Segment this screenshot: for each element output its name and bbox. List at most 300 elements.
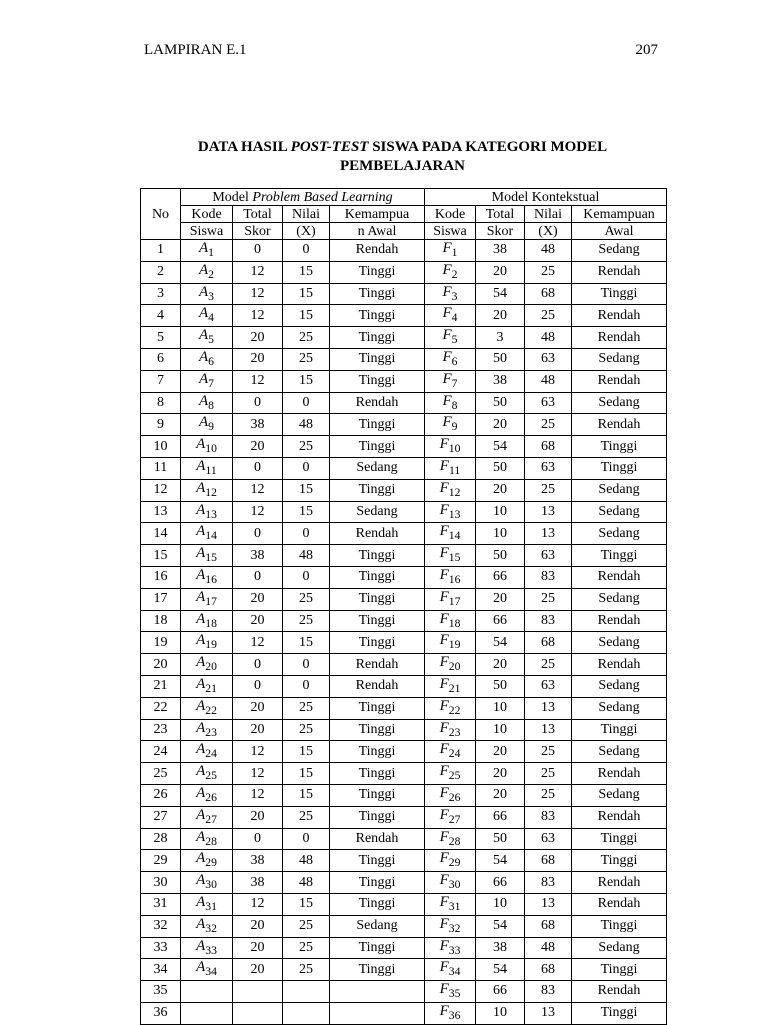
total-skor-f: 10: [476, 1002, 525, 1024]
kode-siswa-a-index: 15: [205, 550, 217, 564]
row-no: 20: [141, 654, 181, 676]
kode-siswa-a: [181, 523, 233, 545]
nilai-f: 48: [525, 370, 572, 392]
total-skor-f: 54: [476, 436, 525, 458]
kemampuan-awal-f: Sedang: [572, 675, 667, 697]
kode-siswa-f: [425, 959, 476, 981]
table-row: [141, 283, 667, 305]
nilai-a: 25: [283, 348, 330, 370]
table-row: [141, 763, 667, 785]
kemampuan-awal-a: [330, 1002, 425, 1024]
table-row: [141, 545, 667, 567]
table-row: [141, 457, 667, 479]
kode-siswa-f-letter: F: [439, 566, 449, 583]
post-test-table: [140, 188, 667, 1025]
kode-siswa-a-index: 33: [205, 943, 217, 957]
kode-siswa-a-letter: A: [196, 610, 206, 627]
kemampuan-awal-f: Tinggi: [572, 850, 667, 872]
kode-siswa-f: [425, 806, 476, 828]
kode-siswa-f-letter: F: [439, 784, 449, 801]
kemampuan-awal-a: Rendah: [330, 828, 425, 850]
kode-siswa-a: [181, 675, 233, 697]
kode-siswa-f-index: 24: [448, 747, 461, 761]
table-row: [141, 872, 667, 894]
page-number: 207: [635, 42, 658, 58]
kode-siswa-f: [425, 436, 476, 458]
nilai-f: 48: [525, 937, 572, 959]
kode-siswa-f-letter: F: [439, 763, 449, 780]
kode-siswa-a-letter: A: [199, 305, 209, 322]
kode-siswa-f: [425, 654, 476, 676]
kode-siswa-a-letter: A: [196, 457, 206, 474]
kemampuan-awal-a: Tinggi: [330, 436, 425, 458]
col-b-nilai: Nilai: [525, 206, 572, 223]
kode-siswa-f-index: 6: [451, 354, 458, 368]
total-skor-f: 54: [476, 850, 525, 872]
kode-siswa-a-letter: A: [196, 806, 206, 823]
kode-siswa-f: [425, 327, 476, 349]
kode-siswa-a-letter: A: [196, 872, 206, 889]
kode-siswa-f-index: 7: [451, 376, 458, 390]
kode-siswa-a: [181, 632, 233, 654]
kode-siswa-f: [425, 392, 476, 414]
total-skor-a: 12: [233, 370, 283, 392]
col-a-nilai-2: (X): [283, 223, 330, 240]
group-pbl-pre: Model: [212, 189, 253, 205]
kode-siswa-f-index: 18: [448, 616, 461, 630]
kode-siswa-f: [425, 240, 476, 262]
kode-siswa-f: [425, 872, 476, 894]
kode-siswa-a-letter: A: [196, 675, 206, 692]
kode-siswa-f-letter: F: [442, 283, 452, 300]
row-no: 17: [141, 588, 181, 610]
nilai-a: 25: [283, 327, 330, 349]
kemampuan-awal-a: Rendah: [330, 675, 425, 697]
kode-siswa-a-letter: A: [196, 763, 206, 780]
kode-siswa-a: [181, 348, 233, 370]
total-skor-f: 54: [476, 959, 525, 981]
table-row: [141, 828, 667, 850]
col-b-nilai-2: (X): [525, 223, 572, 240]
kemampuan-awal-a: Tinggi: [330, 566, 425, 588]
kemampuan-awal-f: Rendah: [572, 872, 667, 894]
kode-siswa-a-letter: A: [199, 283, 209, 300]
row-no: 10: [141, 436, 181, 458]
kode-siswa-a: [181, 501, 233, 523]
kode-siswa-f-letter: F: [442, 327, 452, 344]
kode-siswa-f-index: 1: [451, 245, 458, 259]
kode-siswa-f: [425, 261, 476, 283]
kode-siswa-f-index: 20: [448, 659, 461, 673]
kode-siswa-f: [425, 283, 476, 305]
kode-siswa-a-letter: A: [196, 719, 206, 736]
kemampuan-awal-a: Tinggi: [330, 850, 425, 872]
kode-siswa-f-index: 3: [451, 289, 458, 303]
kode-siswa-a-index: 23: [205, 725, 217, 739]
kemampuan-awal-a: Tinggi: [330, 414, 425, 436]
table-row: [141, 784, 667, 806]
group-kontekstual-header: Model Kontekstual: [425, 189, 667, 206]
kode-siswa-f-letter: F: [439, 436, 449, 453]
kode-siswa-a-letter: A: [199, 348, 209, 365]
kode-siswa-a: [181, 240, 233, 262]
row-no: 3: [141, 283, 181, 305]
kode-siswa-f-letter: F: [439, 675, 449, 692]
kode-siswa-f: [425, 828, 476, 850]
kemampuan-awal-a: Tinggi: [330, 741, 425, 763]
total-skor-f: 54: [476, 283, 525, 305]
row-no: 8: [141, 392, 181, 414]
nilai-f: 63: [525, 457, 572, 479]
nilai-a: 15: [283, 479, 330, 501]
kode-siswa-f-index: 9: [451, 420, 458, 434]
kemampuan-awal-f: Sedang: [572, 348, 667, 370]
kode-siswa-f: [425, 937, 476, 959]
nilai-a: 25: [283, 959, 330, 981]
nilai-f: 83: [525, 806, 572, 828]
kode-siswa-a-letter: A: [199, 240, 209, 256]
total-skor-f: 20: [476, 588, 525, 610]
nilai-f: 13: [525, 893, 572, 915]
kode-siswa-a: [181, 741, 233, 763]
total-skor-f: 10: [476, 893, 525, 915]
kode-siswa-f-letter: F: [439, 545, 449, 562]
col-b-kemampuan-2: Awal: [572, 223, 667, 240]
total-skor-a: [233, 1002, 283, 1024]
kode-siswa-a: [181, 872, 233, 894]
total-skor-f: 10: [476, 697, 525, 719]
kode-siswa-a-letter: A: [196, 654, 206, 671]
total-skor-a: 20: [233, 719, 283, 741]
nilai-f: 63: [525, 545, 572, 567]
kode-siswa-a-index: 5: [208, 332, 214, 346]
nilai-a: 0: [283, 523, 330, 545]
total-skor-a: 20: [233, 436, 283, 458]
kode-siswa-f: [425, 370, 476, 392]
col-a-kemampuan-2: n Awal: [330, 223, 425, 240]
total-skor-a: 12: [233, 893, 283, 915]
kemampuan-awal-f: Sedang: [572, 392, 667, 414]
kode-siswa-f-letter: F: [439, 479, 449, 496]
table-row: [141, 654, 667, 676]
nilai-a: 25: [283, 806, 330, 828]
kode-siswa-f: [425, 741, 476, 763]
kode-siswa-a-letter: A: [199, 370, 209, 387]
kode-siswa-f: [425, 763, 476, 785]
row-no: 36: [141, 1002, 181, 1024]
row-no: 1: [141, 240, 181, 262]
table-row: [141, 305, 667, 327]
kode-siswa-a: [181, 806, 233, 828]
kemampuan-awal-f: Tinggi: [572, 959, 667, 981]
row-no: 22: [141, 697, 181, 719]
nilai-f: 83: [525, 872, 572, 894]
kode-siswa-a: [181, 850, 233, 872]
col-b-total: Total: [476, 206, 525, 223]
kode-siswa-f: [425, 610, 476, 632]
total-skor-a: 0: [233, 457, 283, 479]
row-no: 13: [141, 501, 181, 523]
col-b-kode-2: Siswa: [425, 223, 476, 240]
kode-siswa-a-letter: A: [196, 697, 206, 714]
kode-siswa-a-letter: A: [196, 915, 206, 932]
nilai-f: 63: [525, 828, 572, 850]
nilai-a: 0: [283, 566, 330, 588]
kemampuan-awal-f: Tinggi: [572, 828, 667, 850]
nilai-a: 48: [283, 850, 330, 872]
kemampuan-awal-a: Sedang: [330, 915, 425, 937]
nilai-f: 13: [525, 523, 572, 545]
kode-siswa-a-index: 6: [208, 354, 214, 368]
nilai-a: 25: [283, 937, 330, 959]
total-skor-f: 66: [476, 981, 525, 1003]
kode-siswa-a: [181, 283, 233, 305]
kemampuan-awal-f: Sedang: [572, 588, 667, 610]
total-skor-f: 50: [476, 828, 525, 850]
kemampuan-awal-f: Tinggi: [572, 719, 667, 741]
total-skor-a: 12: [233, 283, 283, 305]
kode-siswa-f-index: 32: [448, 921, 461, 935]
total-skor-f: 20: [476, 479, 525, 501]
kode-siswa-a-letter: A: [196, 741, 206, 758]
table-row: [141, 915, 667, 937]
kode-siswa-a-index: 19: [205, 638, 217, 652]
nilai-a: [283, 1002, 330, 1024]
kode-siswa-a: [181, 370, 233, 392]
nilai-a: 15: [283, 763, 330, 785]
kode-siswa-f: [425, 414, 476, 436]
kode-siswa-f-index: 11: [448, 463, 461, 477]
total-skor-f: 20: [476, 741, 525, 763]
kemampuan-awal-a: Rendah: [330, 654, 425, 676]
kode-siswa-a: [181, 959, 233, 981]
kode-siswa-f: [425, 697, 476, 719]
nilai-a: [283, 981, 330, 1003]
row-no: 9: [141, 414, 181, 436]
table-row: [141, 392, 667, 414]
col-no: No: [141, 189, 181, 240]
kode-siswa-f-letter: F: [439, 501, 449, 518]
kode-siswa-f-letter: F: [442, 370, 452, 387]
title-italic: POST-TEST: [290, 139, 369, 155]
kemampuan-awal-a: Tinggi: [330, 545, 425, 567]
kode-siswa-a-index: 16: [205, 572, 217, 586]
kode-siswa-a: [181, 479, 233, 501]
kode-siswa-f-letter: F: [439, 981, 449, 998]
kode-siswa-a-letter: A: [199, 261, 209, 278]
kode-siswa-f-letter: F: [439, 828, 449, 845]
kode-siswa-a-letter: A: [196, 501, 206, 518]
nilai-a: 15: [283, 370, 330, 392]
kode-siswa-f: [425, 893, 476, 915]
kode-siswa-a-index: 10: [205, 441, 217, 455]
kode-siswa-f-index: 5: [451, 332, 458, 346]
kode-siswa-a: [181, 784, 233, 806]
kode-siswa-f-index: 16: [448, 572, 461, 586]
kode-siswa-a: [181, 893, 233, 915]
row-no: 18: [141, 610, 181, 632]
kode-siswa-f: [425, 348, 476, 370]
table-row: [141, 893, 667, 915]
kode-siswa-a-index: 22: [205, 703, 217, 717]
total-skor-a: 20: [233, 610, 283, 632]
kemampuan-awal-f: Rendah: [572, 414, 667, 436]
total-skor-a: 20: [233, 806, 283, 828]
kemampuan-awal-a: Tinggi: [330, 305, 425, 327]
kemampuan-awal-f: Rendah: [572, 763, 667, 785]
kemampuan-awal-f: Sedang: [572, 479, 667, 501]
row-no: 23: [141, 719, 181, 741]
kode-siswa-f: [425, 457, 476, 479]
table-row: [141, 523, 667, 545]
nilai-a: 0: [283, 392, 330, 414]
col-a-kode: Kode: [181, 206, 233, 223]
kode-siswa-f-index: 36: [448, 1008, 461, 1022]
kode-siswa-f-index: 10: [448, 441, 461, 455]
kode-siswa-f-letter: F: [439, 697, 449, 714]
nilai-f: 83: [525, 610, 572, 632]
nilai-f: 25: [525, 784, 572, 806]
total-skor-f: 20: [476, 654, 525, 676]
kemampuan-awal-a: Tinggi: [330, 610, 425, 632]
nilai-a: 0: [283, 654, 330, 676]
nilai-a: 15: [283, 261, 330, 283]
total-skor-a: 20: [233, 327, 283, 349]
total-skor-f: 38: [476, 370, 525, 392]
table-row: [141, 370, 667, 392]
nilai-a: 0: [283, 675, 330, 697]
kemampuan-awal-f: Sedang: [572, 501, 667, 523]
kode-siswa-f: [425, 719, 476, 741]
total-skor-f: 54: [476, 915, 525, 937]
kode-siswa-f: [425, 305, 476, 327]
kode-siswa-f: [425, 479, 476, 501]
nilai-f: 83: [525, 981, 572, 1003]
kemampuan-awal-a: Tinggi: [330, 370, 425, 392]
row-no: 21: [141, 675, 181, 697]
col-a-nilai: Nilai: [283, 206, 330, 223]
kode-siswa-a-index: 32: [205, 921, 217, 935]
kemampuan-awal-f: Tinggi: [572, 436, 667, 458]
kode-siswa-a: [181, 697, 233, 719]
kode-siswa-a: [181, 392, 233, 414]
kode-siswa-f-letter: F: [439, 654, 449, 671]
nilai-a: 25: [283, 610, 330, 632]
kemampuan-awal-a: Tinggi: [330, 719, 425, 741]
table-row: [141, 501, 667, 523]
kode-siswa-f-letter: F: [439, 719, 449, 736]
kemampuan-awal-a: Sedang: [330, 457, 425, 479]
nilai-f: 68: [525, 283, 572, 305]
table-row: [141, 697, 667, 719]
kode-siswa-a-letter: A: [196, 479, 206, 496]
kode-siswa-f-letter: F: [439, 741, 449, 758]
kode-siswa-f-index: 27: [448, 812, 461, 826]
kode-siswa-f-letter: F: [439, 915, 449, 932]
row-no: 30: [141, 872, 181, 894]
table-body: [141, 240, 667, 1025]
kemampuan-awal-f: Rendah: [572, 893, 667, 915]
kemampuan-awal-a: Tinggi: [330, 327, 425, 349]
kode-siswa-f-letter: F: [439, 523, 449, 540]
kode-siswa-a-letter: A: [196, 566, 206, 583]
total-skor-f: 20: [476, 305, 525, 327]
kode-siswa-f-index: 12: [448, 485, 461, 499]
kode-siswa-a: [181, 436, 233, 458]
table-row: [141, 436, 667, 458]
total-skor-a: 0: [233, 566, 283, 588]
nilai-f: 25: [525, 763, 572, 785]
col-a-kemampuan: Kemampua: [330, 206, 425, 223]
kode-siswa-f-index: 26: [448, 790, 461, 804]
kode-siswa-f: [425, 981, 476, 1003]
kemampuan-awal-a: Rendah: [330, 523, 425, 545]
kemampuan-awal-a: Rendah: [330, 240, 425, 262]
kode-siswa-f-letter: F: [442, 261, 452, 278]
total-skor-f: 38: [476, 240, 525, 262]
total-skor-a: [233, 981, 283, 1003]
kode-siswa-a-index: 24: [205, 747, 217, 761]
kode-siswa-f-letter: F: [442, 305, 452, 322]
total-skor-a: 38: [233, 872, 283, 894]
nilai-a: 15: [283, 632, 330, 654]
kode-siswa-f-index: 15: [448, 550, 461, 564]
total-skor-a: 20: [233, 915, 283, 937]
kemampuan-awal-a: Tinggi: [330, 261, 425, 283]
kode-siswa-f-index: 2: [451, 267, 458, 281]
total-skor-a: 12: [233, 261, 283, 283]
kode-siswa-a-letter: A: [196, 850, 206, 867]
kode-siswa-a-index: 12: [205, 485, 217, 499]
table-row: [141, 937, 667, 959]
total-skor-a: 12: [233, 501, 283, 523]
nilai-a: 25: [283, 697, 330, 719]
table-row: [141, 566, 667, 588]
kode-siswa-f-index: 22: [448, 703, 461, 717]
total-skor-a: 0: [233, 654, 283, 676]
nilai-f: 13: [525, 501, 572, 523]
kemampuan-awal-a: Tinggi: [330, 872, 425, 894]
kode-siswa-a-index: 28: [205, 834, 217, 848]
total-skor-f: 50: [476, 457, 525, 479]
kode-siswa-a-letter: A: [196, 784, 206, 801]
nilai-f: 25: [525, 414, 572, 436]
total-skor-a: 20: [233, 959, 283, 981]
row-no: 4: [141, 305, 181, 327]
nilai-a: 25: [283, 588, 330, 610]
kode-siswa-f-index: 28: [448, 834, 461, 848]
kode-siswa-a-letter: A: [196, 545, 206, 562]
kode-siswa-f: [425, 915, 476, 937]
kode-siswa-a-index: 4: [208, 311, 214, 325]
kemampuan-awal-f: Rendah: [572, 370, 667, 392]
kode-siswa-a: [181, 719, 233, 741]
row-no: 28: [141, 828, 181, 850]
table-row: [141, 850, 667, 872]
total-skor-a: 12: [233, 632, 283, 654]
total-skor-f: 50: [476, 675, 525, 697]
total-skor-f: 20: [476, 261, 525, 283]
total-skor-a: 12: [233, 479, 283, 501]
table-row: [141, 981, 667, 1003]
kemampuan-awal-f: Rendah: [572, 305, 667, 327]
col-b-total-2: Skor: [476, 223, 525, 240]
kemampuan-awal-a: Tinggi: [330, 632, 425, 654]
total-skor-f: 66: [476, 806, 525, 828]
kode-siswa-a-index: 20: [205, 659, 217, 673]
kemampuan-awal-f: Rendah: [572, 806, 667, 828]
kode-siswa-a: [181, 457, 233, 479]
